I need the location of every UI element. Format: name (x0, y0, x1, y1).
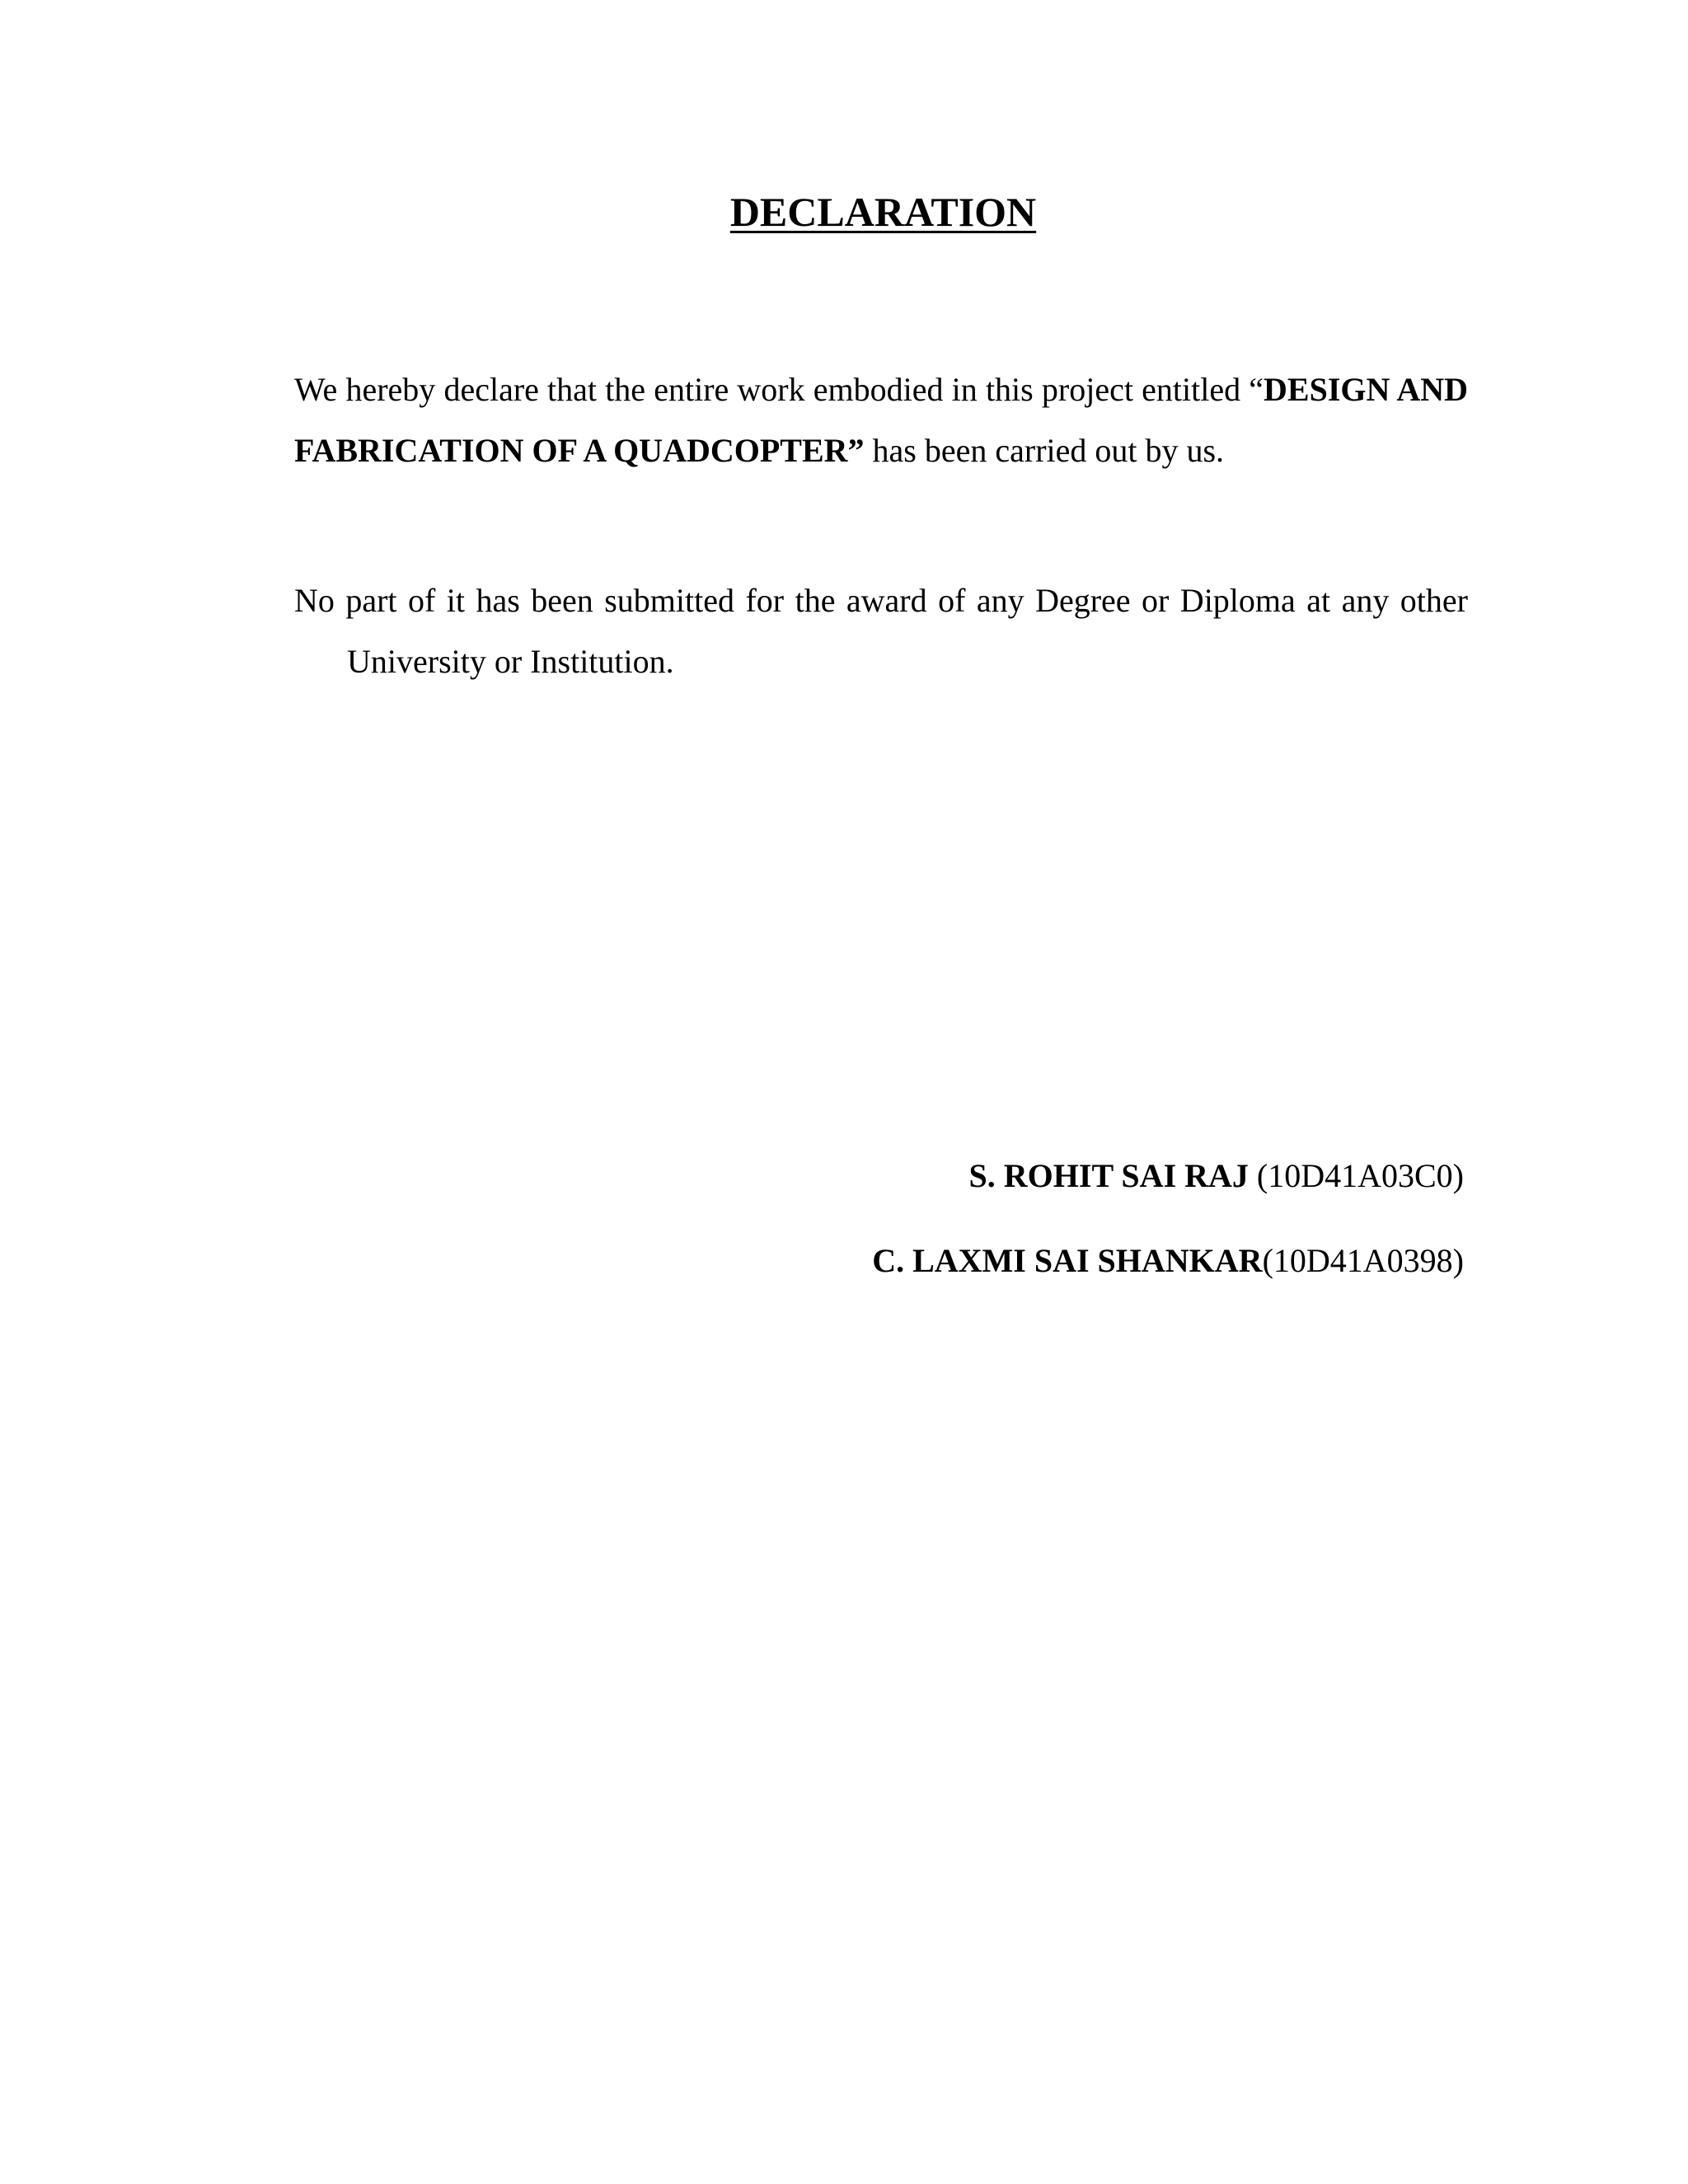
signature-block (872, 1157, 1464, 1329)
paragraph-text: No part of it has been submitted for the award of any Degree or Diploma at any other (294, 582, 1468, 619)
signatory-line (872, 1157, 1464, 1194)
non-submission-paragraph (294, 570, 1468, 692)
roll-number: (10D41A0398) (1262, 1242, 1464, 1279)
open-quote: “ (1249, 371, 1264, 408)
signatory-line (872, 1244, 1464, 1277)
declaration-paragraph (294, 359, 1468, 481)
name-separator (1249, 1157, 1257, 1194)
paragraph-text-end: University or Institution. (347, 643, 674, 680)
project-title: DESIGN AND FABRICATION OF A QUADCOPTER” (294, 371, 1468, 469)
signatory-name: C. LAXMI SAI SHANKAR (872, 1242, 1263, 1279)
signatory-name: S. ROHIT SAI RAJ (968, 1157, 1249, 1194)
paragraph-text-end: has been carried out by us. (864, 432, 1225, 469)
roll-number: (10D41A03C0) (1256, 1157, 1464, 1194)
paragraph-text: We hereby declare that the entire work embodied in this project entitled (294, 371, 1250, 408)
page-title: DECLARATION (729, 189, 1037, 235)
